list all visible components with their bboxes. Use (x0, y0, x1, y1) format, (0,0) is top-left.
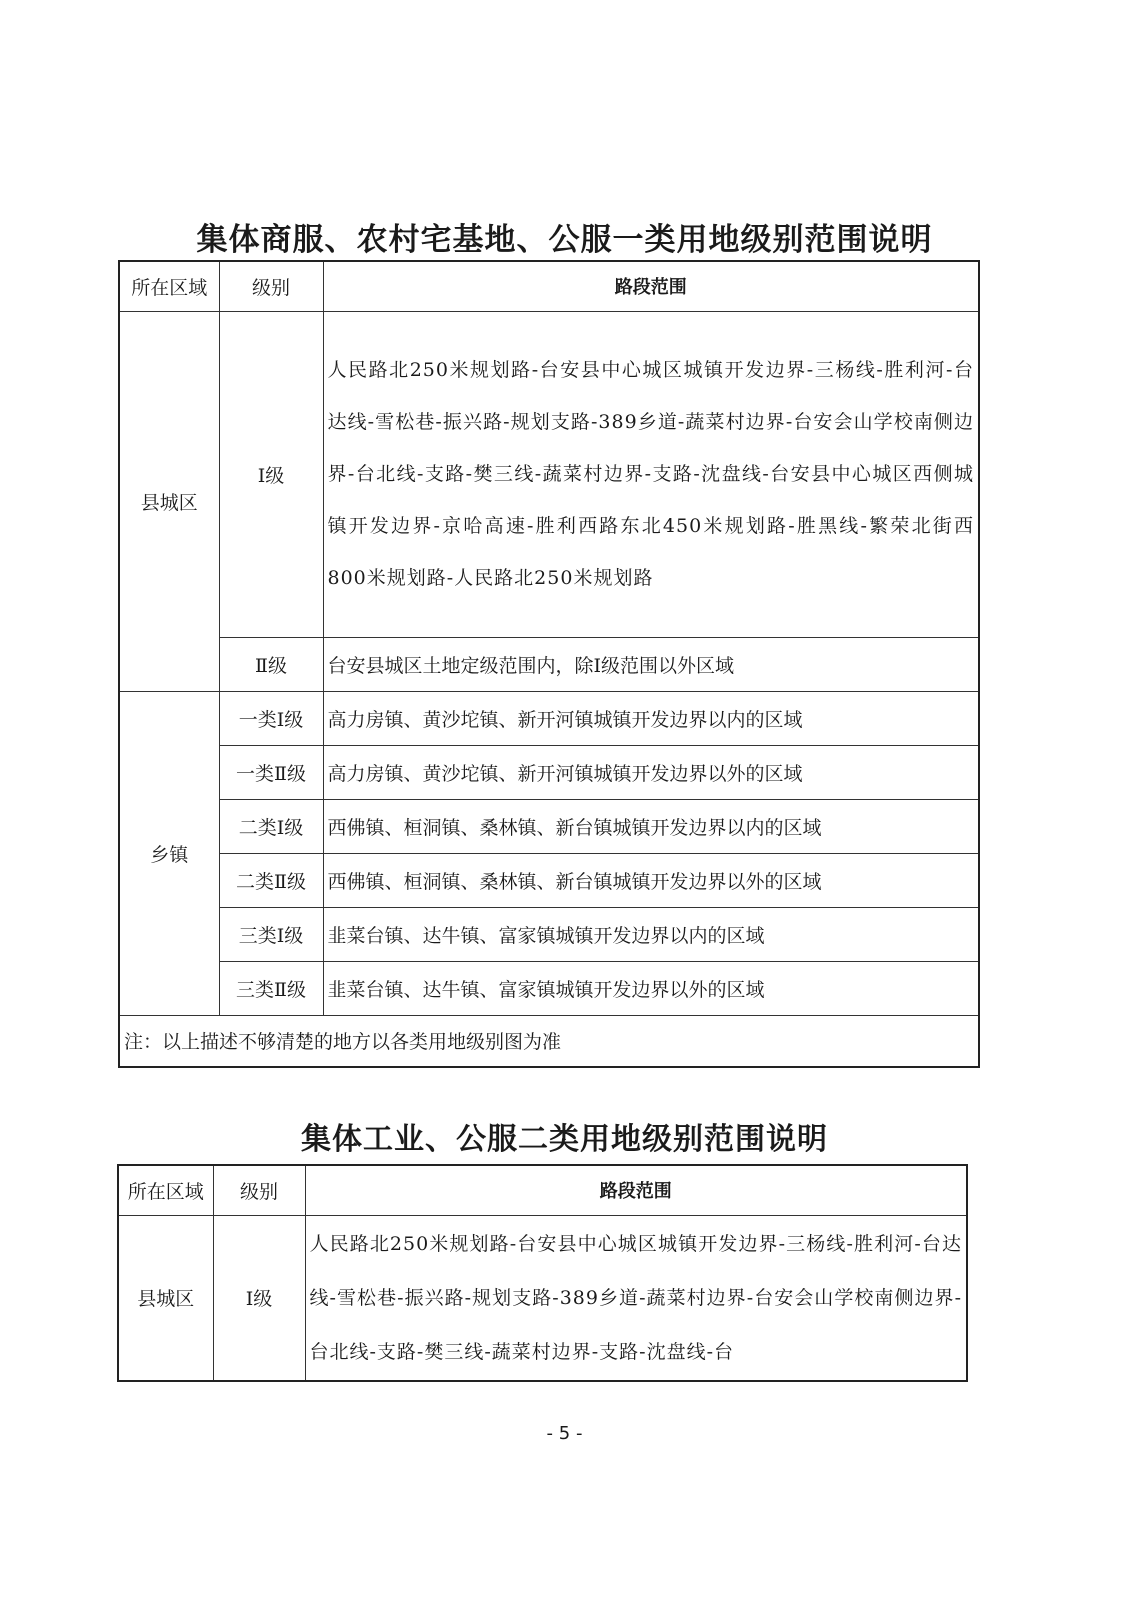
header-region: 所在区域 (119, 261, 219, 311)
level-cell: Ⅱ级 (219, 637, 323, 691)
region-cell: 乡镇 (119, 691, 219, 1015)
range-cell: 韭菜台镇、达牛镇、富家镇城镇开发边界以外的区域 (323, 961, 979, 1015)
table-row (119, 691, 979, 745)
table2 (117, 1164, 968, 1382)
range-cell: 高力房镇、黄沙坨镇、新开河镇城镇开发边界以外的区域 (323, 745, 979, 799)
range-cell: 韭菜台镇、达牛镇、富家镇城镇开发边界以内的区域 (323, 907, 979, 961)
level-cell: Ⅰ级 (213, 1215, 305, 1381)
level-cell: 一类Ⅰ级 (219, 691, 323, 745)
note-row (119, 1015, 979, 1067)
range-cell: 人民路北250米规划路-台安县中心城区城镇开发边界-三杨线-胜利河-台达线-雪松巷-振兴路-规划支路-389乡道-蔬菜村边界-台安会山学校南侧边界-台北线-支路-樊三线-蔬菜村边界-支路-沈盘线-台安县中心城区西侧城镇开发边界-京哈高速-胜利西路东北450米规划路-胜黑线-繁荣北街西800米规划路-人民路北250米规划路 (323, 311, 979, 637)
level-cell: 三类Ⅱ级 (219, 961, 323, 1015)
range-cell: 高力房镇、黄沙坨镇、新开河镇城镇开发边界以内的区域 (323, 691, 979, 745)
table-row (119, 799, 979, 853)
table-note: 注：以上描述不够清楚的地方以各类用地级别图为准 (119, 1015, 979, 1067)
level-cell: Ⅰ级 (219, 311, 323, 637)
header-level: 级别 (213, 1165, 305, 1215)
level-cell: 一类Ⅱ级 (219, 745, 323, 799)
header-range: 路段范围 (305, 1165, 967, 1215)
table-row (119, 907, 979, 961)
level-cell: 二类Ⅱ级 (219, 853, 323, 907)
region-cell: 县城区 (118, 1215, 213, 1381)
table1-title: 集体商服、农村宅基地、公服一类用地级别范围说明 (196, 222, 933, 258)
range-cell: 人民路北250米规划路-台安县中心城区城镇开发边界-三杨线-胜利河-台达线-雪松巷-振兴路-规划支路-389乡道-蔬菜村边界-台安会山学校南侧边界-台北线-支路-樊三线-蔬菜村边界-支路-沈盘线-台 (305, 1215, 967, 1381)
level-cell: 二类Ⅰ级 (219, 799, 323, 853)
table1-header-row (119, 261, 979, 311)
header-level: 级别 (219, 261, 323, 311)
region-cell: 县城区 (119, 311, 219, 691)
page-number: - 5 - (546, 1423, 583, 1444)
table-row (119, 745, 979, 799)
table-row (119, 311, 979, 637)
table-row (119, 853, 979, 907)
range-cell: 台安县城区土地定级范围内，除Ⅰ级范围以外区域 (323, 637, 979, 691)
table-row (118, 1215, 967, 1381)
table2-title: 集体工业、公服二类用地级别范围说明 (301, 1122, 828, 1157)
table-row (119, 637, 979, 691)
header-region: 所在区域 (118, 1165, 213, 1215)
table1 (118, 260, 980, 1068)
level-cell: 三类Ⅰ级 (219, 907, 323, 961)
table2-header-row (118, 1165, 967, 1215)
header-range: 路段范围 (323, 261, 979, 311)
table-row (119, 961, 979, 1015)
range-cell: 西佛镇、桓洞镇、桑林镇、新台镇城镇开发边界以外的区域 (323, 853, 979, 907)
range-cell: 西佛镇、桓洞镇、桑林镇、新台镇城镇开发边界以内的区域 (323, 799, 979, 853)
